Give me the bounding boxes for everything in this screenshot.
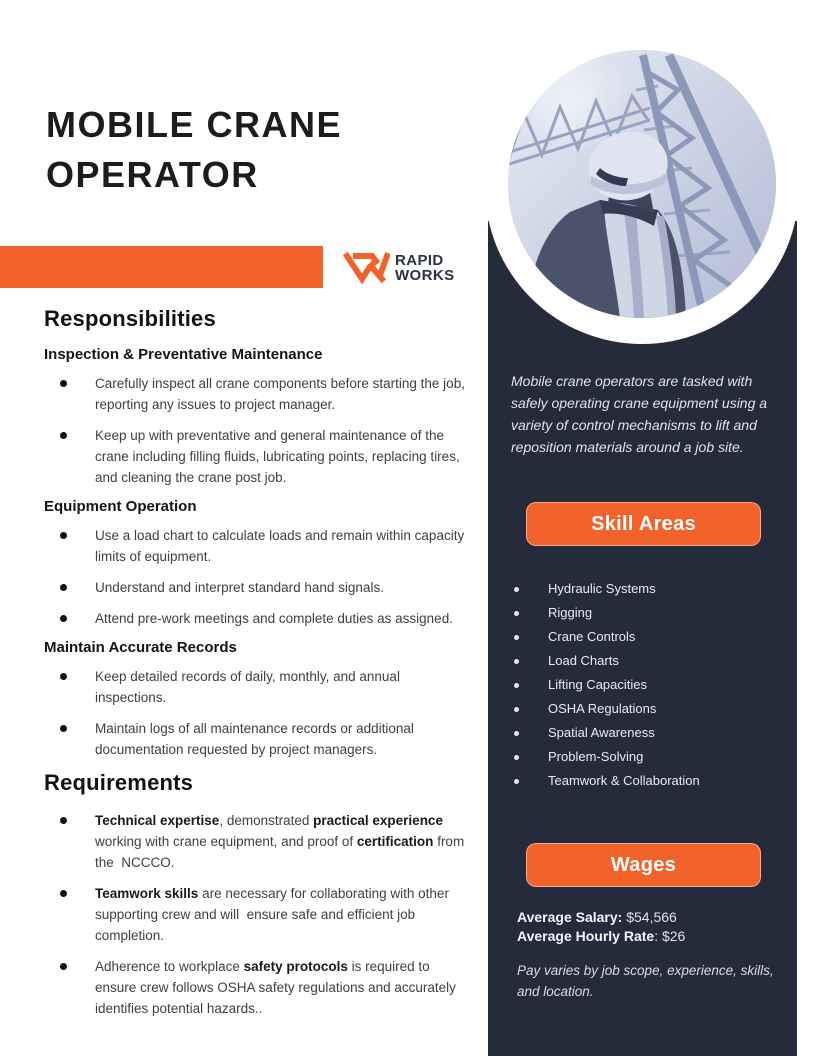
skill-bullet-dot	[514, 683, 519, 688]
skill-label: Lifting Capacities	[548, 677, 647, 692]
rapidworks-logo	[342, 249, 455, 287]
bullet-text: Attend pre-work meetings and complete duties as assigned.	[95, 611, 453, 626]
role-description: Mobile crane operators are tasked with safely operating crane equipment using a variety of control mechanisms to lift and reposition materials around a job site.	[511, 373, 768, 455]
accent-bar	[0, 246, 323, 288]
bullet-dot	[60, 890, 67, 897]
skill-label: Hydraulic Systems	[548, 581, 656, 596]
left-column	[44, 306, 480, 1029]
bullet-item	[44, 608, 467, 629]
bullet-text: Adherence to workplace safety protocols is required to ensure crew follows OSHA safety regulations and accurately identifies potential hazards..	[95, 959, 460, 1016]
skill-bullet-dot	[514, 635, 519, 640]
crane-operator-photo	[508, 50, 776, 318]
bullet-item	[44, 883, 467, 946]
skill-areas-button-label: Skill Areas	[591, 512, 696, 535]
average-hourly-rate-line	[517, 927, 685, 946]
bullet-item	[44, 810, 467, 873]
skill-label: Problem-Solving	[548, 749, 644, 764]
bullet-dot	[60, 615, 67, 622]
page-title-line1: MOBILE CRANE	[46, 104, 342, 145]
bullet-text: Understand and interpret standard hand signals.	[95, 580, 384, 595]
bullet-item	[44, 525, 467, 567]
bullet-list	[44, 373, 480, 488]
bullet-text: Maintain logs of all maintenance records or additional documentation requested by project managers.	[95, 721, 418, 757]
rapidworks-logo-icon	[342, 249, 390, 287]
bullet-item	[44, 956, 467, 1019]
average-hourly-rate-label: Average Hourly Rate	[517, 928, 655, 944]
average-salary-label: Average Salary:	[517, 909, 623, 925]
bullet-text: Keep up with preventative and general maintenance of the crane including filling fluids, lubricating points, replacing tires, and cleaning the crane post job.	[95, 428, 464, 485]
skill-item	[504, 601, 700, 625]
average-hourly-rate-value: : $26	[654, 928, 686, 944]
skill-areas-button[interactable]	[526, 502, 761, 546]
bullet-item	[44, 577, 467, 598]
skill-bullet-dot	[514, 731, 519, 736]
skill-item	[504, 769, 700, 793]
logo-word-rapid: RAPID	[395, 252, 444, 269]
skill-item	[504, 577, 700, 601]
skill-label: Spatial Awareness	[548, 725, 655, 740]
skill-label: Teamwork & Collaboration	[548, 773, 700, 788]
bullet-text: Technical expertise, demonstrated practical experience working with crane equipment, and proof of certification from the NCCCO.	[95, 813, 468, 870]
bullet-dot	[60, 673, 67, 680]
photo-blue-tint	[508, 50, 776, 318]
bullet-text: Carefully inspect all crane components before starting the job, reporting any issues to project manager.	[95, 376, 469, 412]
page-title-line2: OPERATOR	[46, 154, 259, 195]
skill-item	[504, 721, 700, 745]
average-salary-value: $54,566	[622, 909, 677, 925]
bullet-dot	[60, 963, 67, 970]
skill-item	[504, 673, 700, 697]
bullet-item	[44, 425, 467, 488]
skill-bullet-dot	[514, 587, 519, 592]
bullet-dot	[60, 432, 67, 439]
skill-label: Load Charts	[548, 653, 619, 668]
logo-word-works: WORKS	[395, 267, 455, 284]
section-heading: Requirements	[44, 770, 194, 795]
rapidworks-logo-text	[395, 253, 455, 283]
wages-button-label: Wages	[610, 853, 677, 876]
skill-bullet-dot	[514, 659, 519, 664]
page-title	[46, 100, 342, 200]
skill-bullet-dot	[514, 755, 519, 760]
section-subheading: Inspection & Preventative Maintenance	[44, 346, 323, 363]
bullet-text: Teamwork skills are necessary for collaborating with other supporting crew and will ensure safe and efficient job completion.	[95, 886, 453, 943]
skill-label: OSHA Regulations	[548, 701, 657, 716]
bullet-dot	[60, 817, 67, 824]
bullet-dot	[60, 584, 67, 591]
section-subheading: Maintain Accurate Records	[44, 639, 237, 656]
bullet-text: Use a load chart to calculate loads and remain within capacity limits of equipment.	[95, 528, 468, 564]
section-subheading: Equipment Operation	[44, 498, 197, 515]
skill-label: Rigging	[548, 605, 593, 620]
wage-figures	[517, 908, 685, 946]
bullet-item	[44, 718, 467, 760]
skill-item	[504, 649, 700, 673]
bullet-dot	[60, 725, 67, 732]
skill-item	[504, 697, 700, 721]
wages-button[interactable]	[526, 843, 761, 887]
bullet-dot	[60, 380, 67, 387]
bullet-item	[44, 373, 467, 415]
skill-bullet-dot	[514, 779, 519, 784]
bullet-list	[44, 525, 480, 629]
skill-item	[504, 625, 700, 649]
bullet-text: Keep detailed records of daily, monthly, and annual inspections.	[95, 669, 404, 705]
skill-bullet-dot	[514, 611, 519, 616]
bullet-dot	[60, 532, 67, 539]
average-salary-line	[517, 908, 685, 927]
pay-variability-note: Pay varies by job scope, experience, skills, and location.	[517, 963, 774, 999]
skill-item	[504, 745, 700, 769]
section-heading: Responsibilities	[44, 306, 216, 331]
bullet-item	[44, 666, 467, 708]
skill-areas-list	[504, 577, 700, 793]
bullet-list	[44, 810, 480, 1019]
skill-label: Crane Controls	[548, 629, 636, 644]
skill-bullet-dot	[514, 707, 519, 712]
bullet-list	[44, 666, 480, 760]
